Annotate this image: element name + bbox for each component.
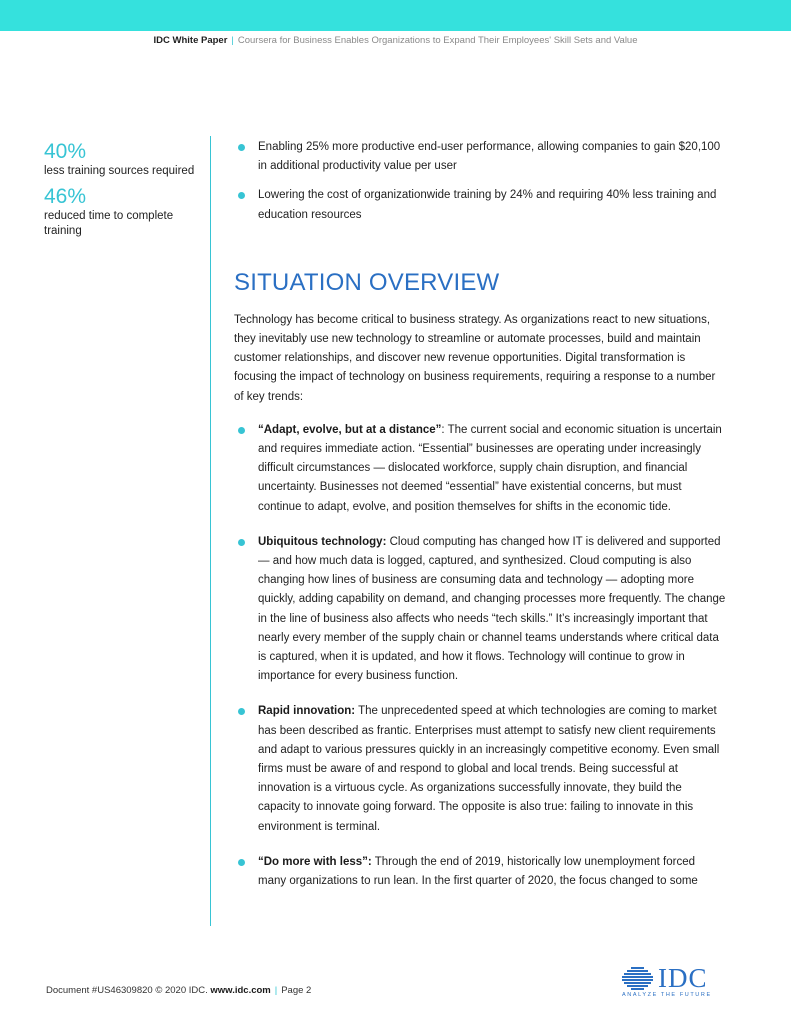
bullet-dot-icon	[238, 144, 245, 151]
logo-tagline: ANALYZE THE FUTURE	[622, 992, 712, 998]
bullet-dot-icon	[238, 539, 245, 546]
trend-text: Through the end of 2019, historically low unemployment forced many organizations to run lean. In the first quarter of 2020, the focus changed to some	[258, 855, 698, 888]
stat-value: 46%	[44, 185, 87, 208]
list-item	[234, 186, 726, 224]
top-accent-bar	[0, 0, 791, 31]
trend-text: Cloud computing has changed how IT is delivered and supported — and how much data is logged, captured, and synthesized. Cloud computing is also changing how lines of business are consuming data and technology — adopting more quickly, adding capability on demand, and changing processes more frequently. The change in the line of business also affects who needs “tech skills.” It’s increasingly important that nearly every member of the supply chain or channel teams understands where critical data is captured, when it is updated, and how it flows. Technology will continue to grow in importance for every business function.	[258, 535, 726, 683]
sidebar-stats	[44, 140, 204, 245]
list-item	[234, 853, 726, 891]
bullet-dot-icon	[238, 192, 245, 199]
document-id: Document #US46309820 © 2020 IDC.	[46, 985, 208, 996]
page-footer	[46, 985, 311, 996]
trend-title: Rapid innovation:	[258, 705, 356, 718]
stat-block	[44, 140, 204, 179]
page-number: Page 2	[281, 985, 312, 996]
bullet-dot-icon	[238, 427, 245, 434]
trends-list	[234, 421, 726, 891]
list-item	[234, 421, 726, 517]
benefit-text: Enabling 25% more productive end-user performance, allowing companies to gain $20,100 in additional productivity value per user	[258, 141, 721, 173]
trend-text: : The current social and economic situation is uncertain and requires immediate action. “Essential” businesses are operating under increasingly difficult circumstances — dislocated workforce, supply chain disruption, and financial uncertainty. Businesses not deemed “essential” have existential concerns, but must continue to adapt, evolve, and position themselves for shifts in the economic tide.	[258, 423, 722, 513]
header-label: IDC White Paper	[153, 35, 228, 46]
bullet-dot-icon	[238, 708, 245, 715]
benefit-text: Lowering the cost of organizationwide training by 24% and requiring 40% less training and education resources	[258, 189, 717, 221]
globe-icon	[622, 967, 653, 991]
list-item	[234, 138, 726, 176]
footer-separator: |	[274, 985, 278, 996]
column-divider	[210, 136, 211, 926]
trend-text: The unprecedented speed at which technologies are coming to market has been described as frantic. Enterprises must attempt to satisfy new client requirements and adapt to various pressures quickly in an increasingly competitive economy. Even small firms must be aware of and respond to global and local trends. Being successful at innovation is a virtuous cycle. As organizations successfully innovate, they build the capacity to innovate going forward. The opposite is also true: failing to innovate in this environment is terminal.	[258, 705, 720, 833]
intro-paragraph: Technology has become critical to business strategy. As organizations react to new situations, they inevitably use new technology to streamline or automate processes, build and maintain customer relationships, and discover new revenue opportunities. Digital transformation is focusing the impact of technology on business requirements, requiring a response to a number of key trends:	[234, 313, 716, 403]
logo-wordmark: IDC	[658, 963, 708, 993]
trend-title: “Do more with less”:	[258, 855, 372, 868]
website-link[interactable]: www.idc.com	[210, 985, 271, 996]
stat-value: 40%	[44, 140, 87, 163]
trend-title: “Adapt, evolve, but at a distance”	[258, 423, 442, 436]
page-header	[0, 35, 791, 46]
benefits-list	[234, 138, 726, 225]
bullet-dot-icon	[238, 859, 245, 866]
list-item	[234, 533, 726, 687]
main-content	[234, 138, 726, 907]
header-title: Coursera for Business Enables Organizations to Expand Their Employees' Skill Sets and Value	[237, 35, 638, 46]
idc-logo	[622, 963, 718, 1000]
stat-block	[44, 185, 204, 239]
stat-label: less training sources required	[44, 165, 195, 177]
stat-label: reduced time to complete training	[44, 210, 174, 237]
header-separator: |	[231, 35, 234, 46]
trend-title: Ubiquitous technology:	[258, 535, 387, 548]
section-heading: SITUATION OVERVIEW	[234, 268, 500, 296]
list-item	[234, 702, 726, 836]
